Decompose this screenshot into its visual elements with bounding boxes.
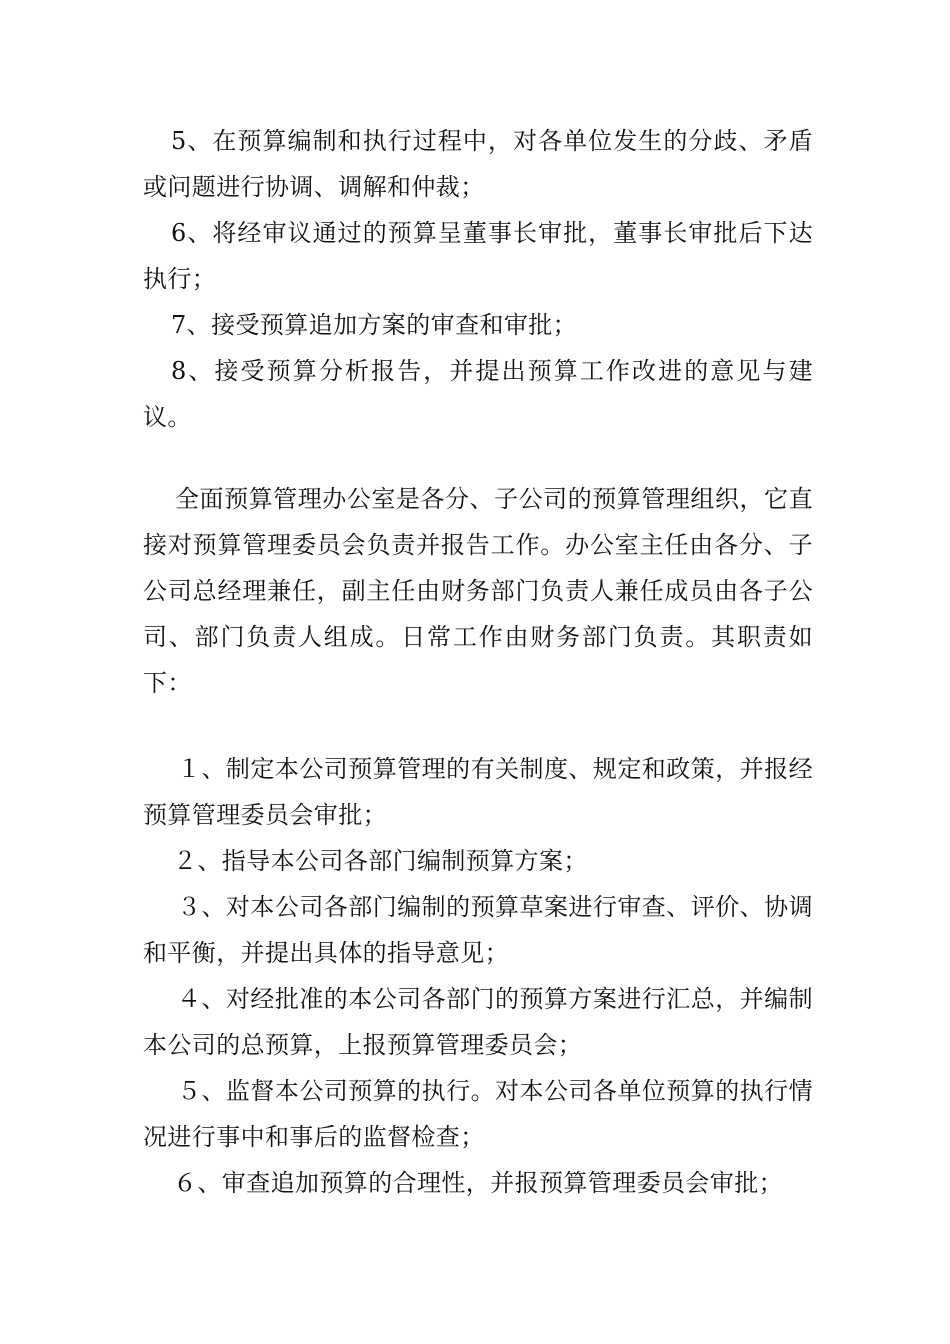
- list-item: ５、监督本公司预算的执行。对本公司各单位预算的执行情况进行事中和事后的监督检查；: [143, 1077, 813, 1151]
- list-item: ２、指导本公司各部门编制预算方案；: [173, 847, 588, 875]
- list-item: 6、将经审议通过的预算呈董事长审批，董事长审批后下达执行；: [143, 219, 813, 293]
- list-item: 5、在预算编制和执行过程中，对各单位发生的分歧、矛盾或问题进行协调、调解和仲裁；: [143, 127, 813, 201]
- list-item: ３、对本公司各部门编制的预算草案进行审查、评价、协调和平衡，并提出具体的指导意见；: [143, 893, 813, 967]
- list-item: 7、接受预算追加方案的审查和审批；: [171, 311, 578, 339]
- list-item: １、制定本公司预算管理的有关制度、规定和政策，并报经预算管理委员会审批；: [143, 755, 813, 829]
- list-item: ６、审查追加预算的合理性，并报预算管理委员会审批；: [173, 1169, 783, 1197]
- list-item: 8、接受预算分析报告，并提出预算工作改进的意见与建议。: [143, 357, 813, 431]
- intro-paragraph: 全面预算管理办公室是各分、子公司的预算管理组织，它直接对预算管理委员会负责并报告工作。办公室主任由各分、子公司总经理兼任，副主任由财务部门负责人兼任成员由各子公司、部门负责人组成。日常工作由财务部门负责。其职责如下：: [143, 485, 813, 697]
- list-item: ４、对经批准的本公司各部门的预算方案进行汇总，并编制本公司的总预算，上报预算管理委员会；: [143, 985, 813, 1059]
